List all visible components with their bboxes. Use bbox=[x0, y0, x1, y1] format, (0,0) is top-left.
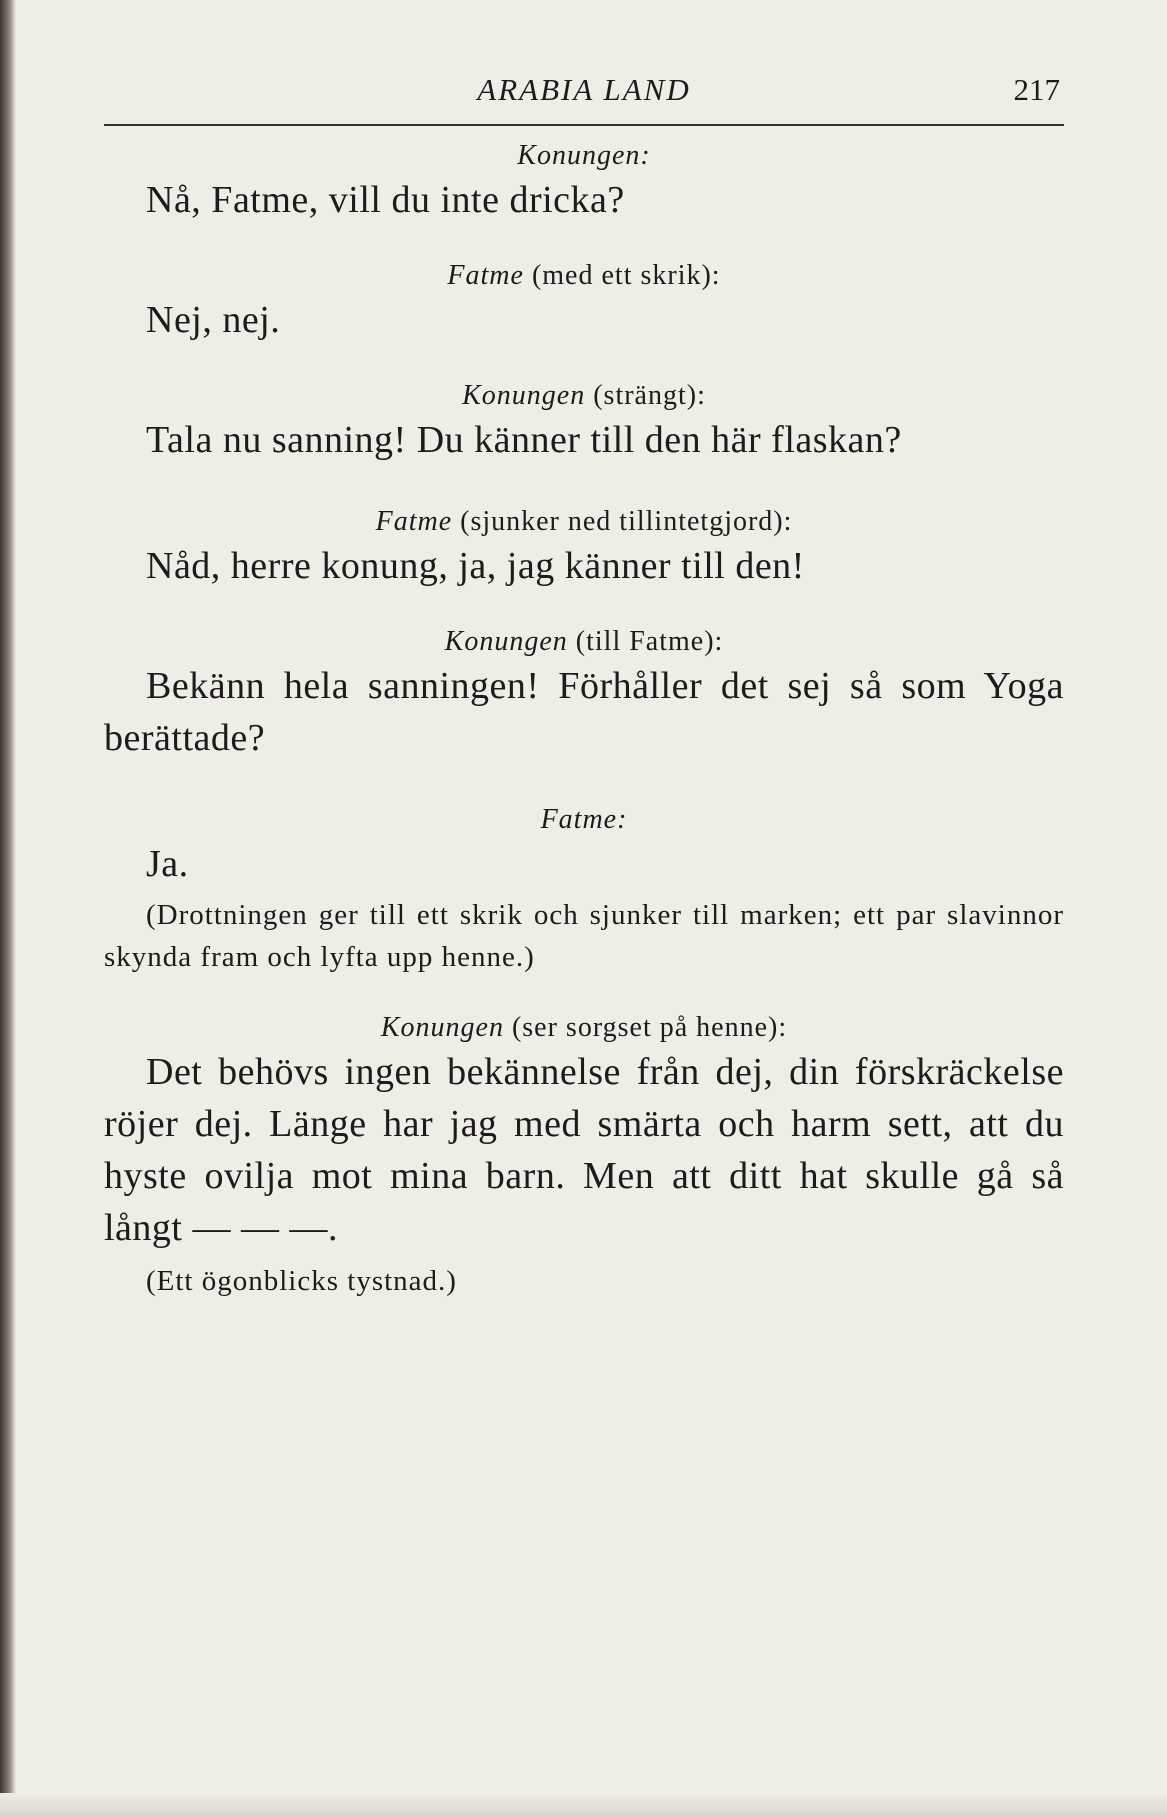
stage-direction: (med ett skrik): bbox=[531, 260, 721, 291]
speaker-name: Fatme bbox=[375, 506, 453, 537]
stage-direction: (strängt): bbox=[593, 380, 706, 411]
dialogue-block bbox=[104, 804, 1064, 890]
speaker-heading bbox=[104, 804, 1064, 836]
book-page bbox=[104, 64, 1064, 1302]
stage-direction-paragraph: (Ett ögonblicks tystnad.) bbox=[146, 1265, 457, 1297]
dialogue-block bbox=[104, 380, 1064, 466]
book-spine-shadow bbox=[0, 0, 16, 1817]
speaker-name: Konungen bbox=[380, 1012, 504, 1043]
dialogue-line: Nå, Fatme, vill du inte dricka? bbox=[146, 179, 625, 221]
dialogue-block bbox=[104, 140, 1064, 226]
stage-direction: (till Fatme): bbox=[575, 626, 724, 657]
dialogue-block bbox=[104, 260, 1064, 346]
speaker-name: Konungen bbox=[462, 380, 586, 411]
speaker-name: Fatme: bbox=[540, 804, 628, 835]
stage-direction-paragraph: (Drottningen ger till ett skrik och sjunker till marken; ett par slavinnor skynda fram och lyfta upp henne.) bbox=[104, 899, 1064, 973]
dialogue-line: Nej, nej. bbox=[146, 299, 281, 341]
stage-direction: (sjunker ned tillintetgjord): bbox=[460, 506, 793, 537]
dialogue-line: Ja. bbox=[146, 843, 189, 885]
speaker-heading bbox=[104, 260, 1064, 292]
speaker-heading bbox=[104, 626, 1064, 658]
dialogue-block bbox=[104, 626, 1064, 764]
speaker-heading bbox=[104, 140, 1064, 172]
stage-direction: (ser sorgset på henne): bbox=[511, 1012, 788, 1043]
running-head: ARABIA LAND bbox=[477, 72, 691, 107]
dialogue-line: Bekänn hela sanningen! Förhåller det sej så som Yoga berättade? bbox=[104, 665, 1064, 759]
speaker-heading bbox=[104, 1012, 1064, 1044]
dialogue-block bbox=[104, 506, 1064, 592]
dialogue-line: Nåd, herre konung, ja, jag känner till den! bbox=[146, 545, 805, 587]
dialogue-line: Tala nu sanning! Du känner till den här flaskan? bbox=[146, 419, 902, 461]
dialogue-block bbox=[104, 1012, 1064, 1254]
speaker-heading bbox=[104, 506, 1064, 538]
speaker-name: Fatme bbox=[447, 260, 524, 291]
dialogue-line: Det behövs ingen bekännelse från dej, din förskräckelse röjer dej. Länge har jag med smärta och harm sett, att du hyste ovilja mot mina barn. Men att ditt hat skulle gå så långt — — —. bbox=[104, 1051, 1064, 1249]
page-number: 217 bbox=[1013, 72, 1060, 107]
speaker-heading bbox=[104, 380, 1064, 412]
speaker-name: Konungen bbox=[444, 626, 568, 657]
speaker-name: Konungen: bbox=[517, 140, 651, 171]
page-header bbox=[104, 64, 1064, 126]
page-bottom-edge bbox=[0, 1793, 1167, 1817]
